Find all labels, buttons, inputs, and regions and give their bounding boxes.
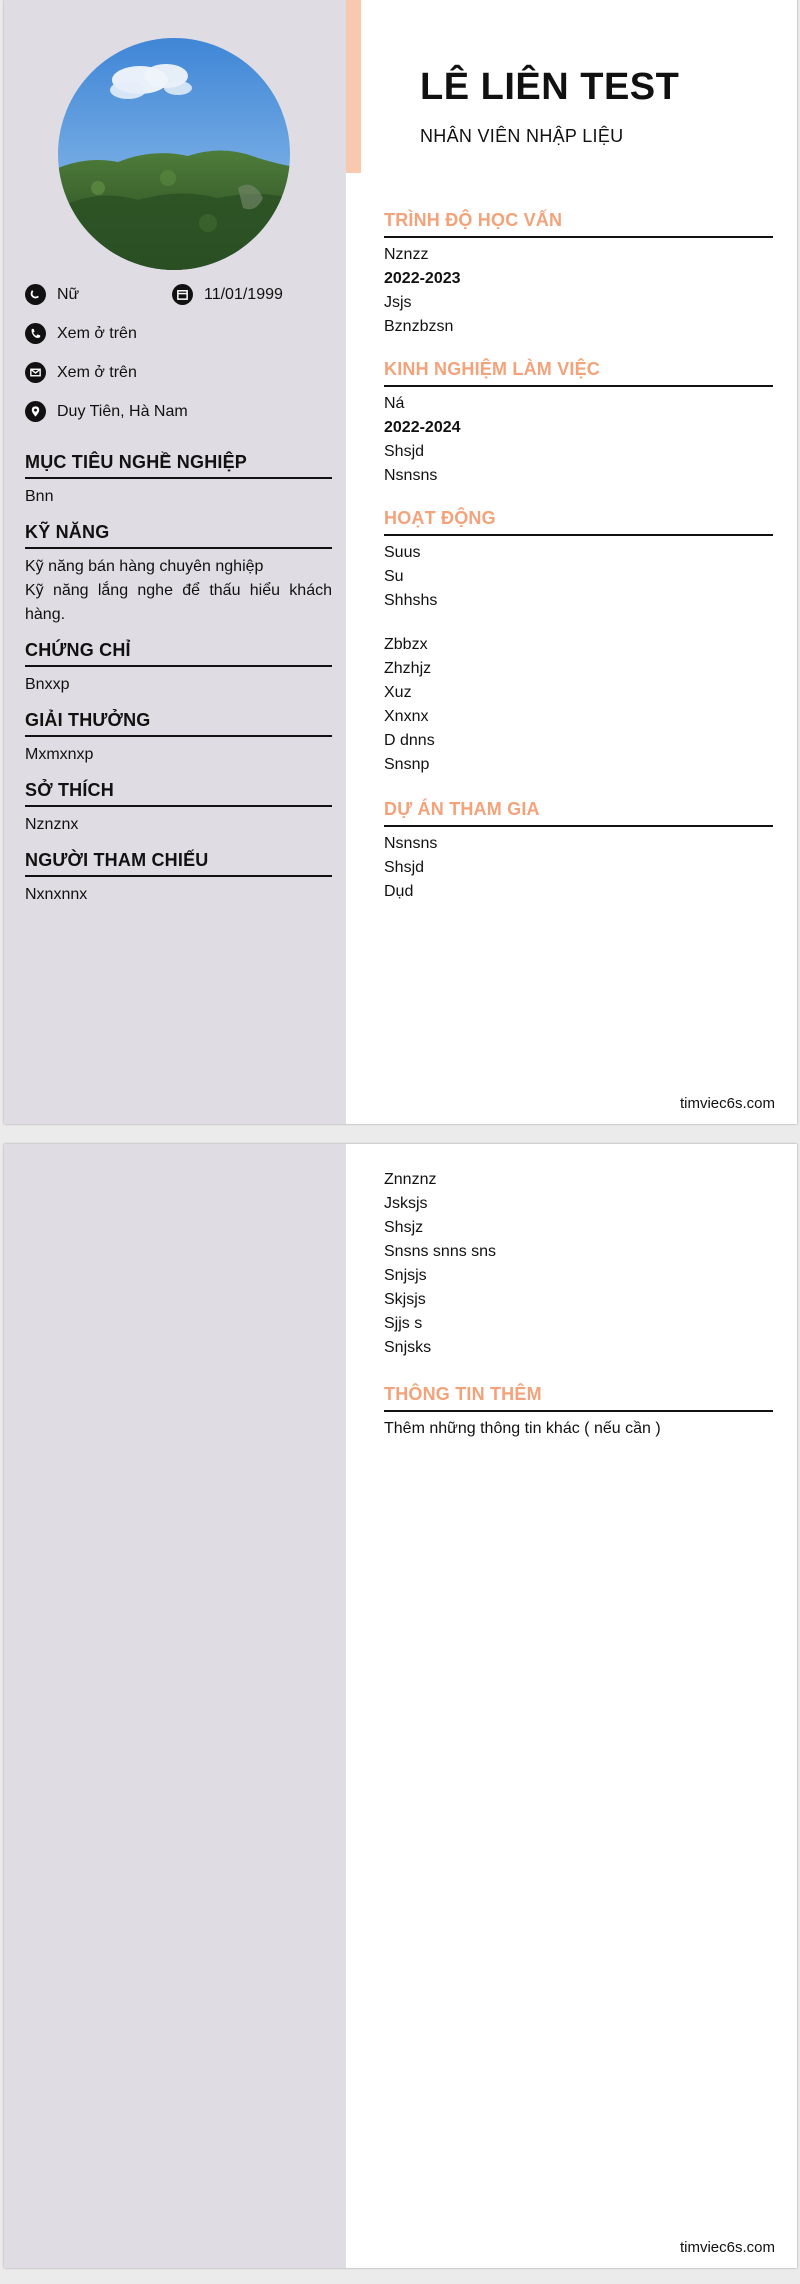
awards-title: GIẢI THƯỞNG (25, 710, 332, 737)
activity-item: Su (384, 568, 404, 585)
reference-item: Nxnxnnx (25, 886, 88, 903)
activity-item: Zhzhjz (384, 660, 432, 677)
email-icon (25, 362, 46, 383)
email-value: Xem ở trên (57, 363, 137, 381)
awards-section (25, 710, 332, 767)
project-item: Shsjz (384, 1219, 424, 1236)
email-field (25, 362, 137, 383)
project-item: Snjsjs (384, 1267, 427, 1284)
resume-page-2 (4, 1144, 797, 2268)
skills-section (25, 522, 332, 627)
experience-title: KINH NGHIỆM LÀM VIỆC (384, 359, 773, 387)
candidate-name: LÊ LIÊN TEST (420, 66, 680, 108)
address-field (25, 401, 188, 422)
job-title: NHÂN VIÊN NHẬP LIỆU (420, 126, 624, 146)
education-section (384, 210, 773, 339)
experience-company: Ná (384, 395, 405, 412)
project-item: Jsksjs (384, 1195, 428, 1212)
objective-section (25, 452, 332, 509)
award-item: Mxmxnxp (25, 746, 94, 763)
skill-item: Kỹ năng bán hàng chuyên nghiệp (25, 558, 264, 575)
certificates-title: CHỨNG CHỈ (25, 640, 332, 667)
certificate-item: Bnxxp (25, 676, 70, 693)
objective-title: MỤC TIÊU NGHỀ NGHIỆP (25, 452, 332, 479)
project-item: Snsns snns sns (384, 1243, 497, 1260)
references-title: NGƯỜI THAM CHIẾU (25, 850, 332, 877)
project-item: Znnznz (384, 1171, 437, 1188)
skill-item: Kỹ năng lắng nghe để thấu hiểu khách hàng. (25, 582, 332, 623)
experience-section (384, 359, 773, 488)
calendar-icon (172, 284, 193, 305)
project-item: Snjsks (384, 1339, 432, 1356)
extra-info-section (384, 1384, 773, 1441)
gender-value: Nữ (57, 285, 80, 303)
project-item: Shsjd (384, 859, 425, 876)
gender-icon (25, 284, 46, 305)
gender-field (25, 284, 79, 305)
avatar (58, 38, 290, 270)
experience-detail: Shsjd (384, 443, 425, 460)
footer-brand: timviec6s.com (679, 2239, 775, 2256)
activity-item: Suus (384, 544, 421, 561)
birthdate-field (172, 284, 283, 305)
address-value: Duy Tiên, Hà Nam (57, 402, 188, 420)
project-item: Sjjs s (384, 1315, 423, 1332)
activities-title: HOẠT ĐỘNG (384, 508, 773, 536)
activity-item: Zbbzx (384, 636, 428, 653)
objective-text: Bnn (25, 488, 54, 505)
activity-item: Xuz (384, 684, 412, 701)
skills-title: KỸ NĂNG (25, 522, 332, 549)
activity-item: Shhshs (384, 592, 438, 609)
education-school: Nznzz (384, 246, 429, 263)
footer-brand: timviec6s.com (679, 1095, 775, 1112)
birthdate-value: 11/01/1999 (204, 285, 283, 303)
projects-continued (384, 1168, 773, 1360)
projects-section (384, 799, 773, 904)
projects-title: DỰ ÁN THAM GIA (384, 799, 773, 827)
hobby-item: Nznznx (25, 816, 79, 833)
activities-section (384, 508, 773, 777)
resume-page-1 (4, 0, 797, 1124)
experience-detail: Nsnsns (384, 467, 438, 484)
education-detail: Jsjs (384, 294, 412, 311)
extra-info-title: THÔNG TIN THÊM (384, 1384, 773, 1412)
project-item: Dụd (384, 883, 414, 900)
project-item: Nsnsns (384, 835, 438, 852)
sidebar (4, 1144, 346, 2268)
location-icon (25, 401, 46, 422)
phone-value: Xem ở trên (57, 324, 137, 342)
accent-bar (346, 0, 361, 173)
extra-info-text: Thêm những thông tin khác ( nếu cần ) (384, 1420, 661, 1437)
hobbies-title: SỞ THÍCH (25, 780, 332, 807)
hobbies-section (25, 780, 332, 837)
education-detail: Bznzbzsn (384, 318, 454, 335)
activity-item: Snsnp (384, 756, 430, 773)
certificates-section (25, 640, 332, 697)
education-period: 2022-2023 (384, 270, 461, 287)
experience-period: 2022-2024 (384, 419, 461, 436)
references-section (25, 850, 332, 907)
phone-field (25, 323, 137, 344)
education-title: TRÌNH ĐỘ HỌC VẤN (384, 210, 773, 238)
activity-item: D dnns (384, 732, 435, 749)
avatar-photo (58, 38, 290, 270)
project-item: Skjsjs (384, 1291, 426, 1308)
activity-item: Xnxnx (384, 708, 429, 725)
phone-icon (25, 323, 46, 344)
